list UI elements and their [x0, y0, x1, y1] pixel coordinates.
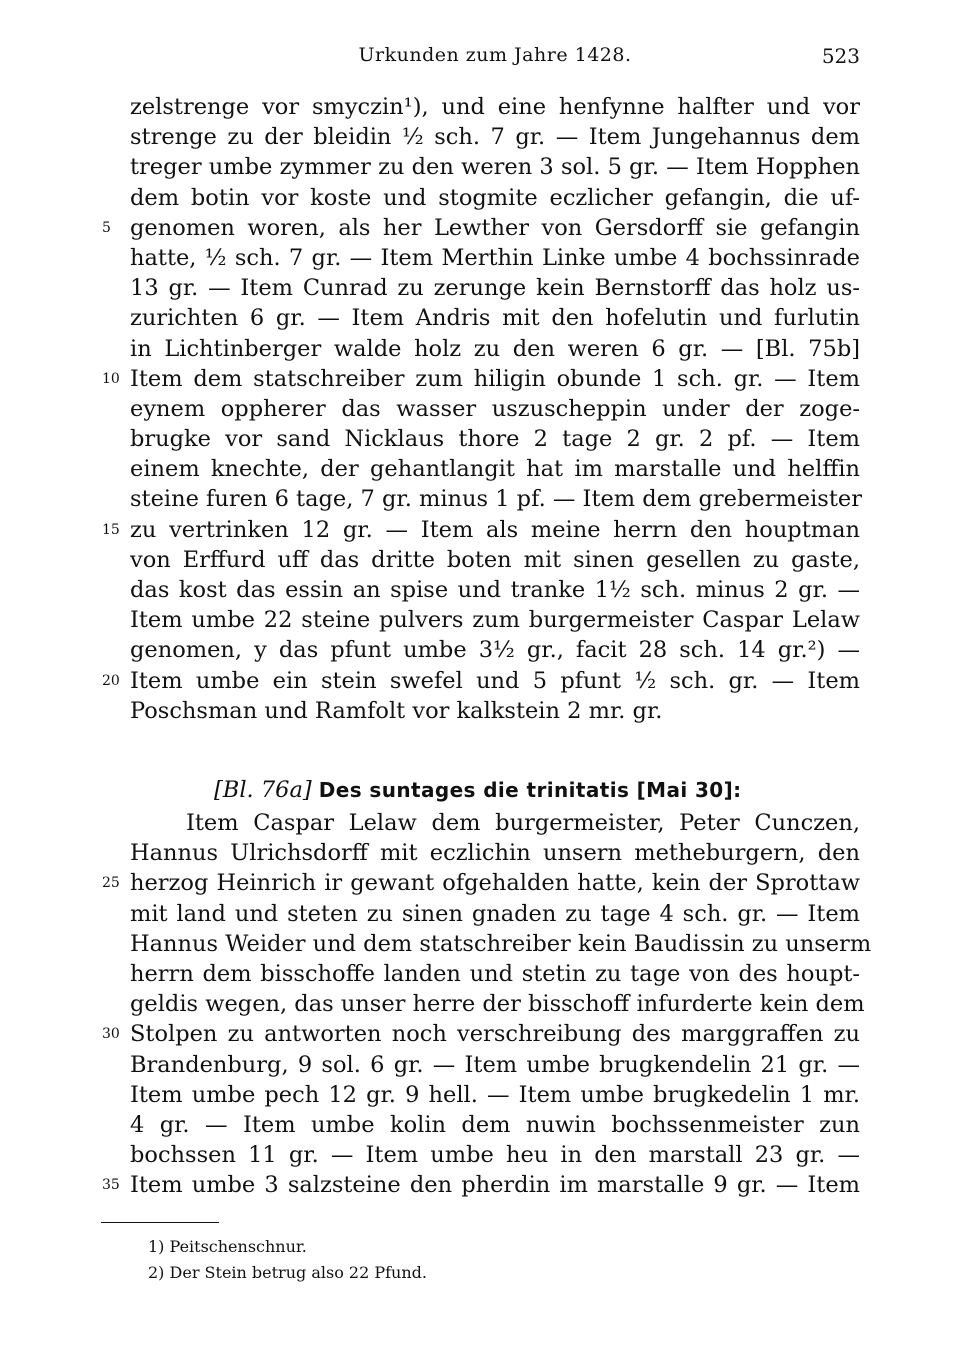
text-line: [102, 1170, 860, 1200]
text-line: [130, 394, 860, 424]
text-line: [130, 424, 860, 454]
line-text: Item umbe 22 steine pulvers zum burgermeister Caspar Lelaw: [130, 607, 860, 634]
line-text: Hannus Weider und dem statschreiber kein Baudissin zu unserm: [130, 930, 872, 957]
line-text: strenge zu der bleidin ½ sch. 7 gr. — Item Jungehannus dem: [130, 124, 860, 151]
text-line: [130, 1140, 860, 1170]
line-number: 25: [102, 875, 120, 892]
footnotes: [148, 1234, 748, 1286]
text-line: [130, 696, 860, 726]
footnote: [148, 1260, 748, 1286]
text-line: [130, 1050, 860, 1080]
line-number: 10: [102, 370, 120, 387]
text-line: [130, 1110, 860, 1140]
text-line: [130, 183, 860, 213]
line-text: Item Caspar Lelaw dem burgermeister, Peter Cunczen,: [186, 810, 860, 836]
line-number: 5: [102, 219, 111, 236]
text-line: [102, 666, 860, 696]
line-text: genomen woren, als her Lewther von Gersdorff sie gefangin: [130, 214, 860, 241]
section-title: Des suntages die trinitatis [Mai 30]:: [318, 778, 742, 802]
footnote: [148, 1234, 748, 1260]
section-heading: [214, 775, 914, 805]
text-line: [130, 959, 860, 989]
line-number: 20: [102, 672, 120, 689]
text-line: [130, 635, 860, 665]
text-line: [130, 454, 860, 484]
line-text: herrn dem bisschoffe landen und stetin zu tage von des houpt-: [130, 960, 860, 987]
page-header: [130, 44, 860, 74]
text-line: [130, 152, 860, 182]
line-text: zu vertrinken 12 gr. — Item als meine herrn den houptman: [130, 516, 860, 543]
footnote-text: Der Stein betrug also 22 Pfund.: [169, 1263, 427, 1282]
text-line: [130, 808, 860, 838]
text-line: [102, 213, 860, 243]
line-text: bochssen 11 gr. — Item umbe heu in den marstall 23 gr. —: [130, 1142, 860, 1169]
footnote-text: Peitschenschnur.: [169, 1237, 307, 1256]
text-line: [130, 838, 860, 868]
line-text: hatte, ½ sch. 7 gr. — Item Merthin Linke umbe 4 bochssinrade: [130, 244, 860, 271]
text-block-2: [102, 808, 872, 1200]
text-line: [130, 92, 860, 122]
running-title: Urkunden zum Jahre 1428.: [358, 44, 632, 66]
footnote-mark: 2): [148, 1263, 165, 1282]
line-text: steine furen 6 tage, 7 gr. minus 1 pf. — Item dem grebermeister: [130, 486, 862, 513]
line-number: 30: [102, 1026, 120, 1043]
line-text: einem knechte, der gehantlangit hat im marstalle und helffin: [130, 456, 860, 483]
line-text: Item umbe ein stein swefel und 5 pfunt ½ sch. gr. — Item: [130, 667, 860, 694]
text-line: [130, 899, 860, 929]
line-text: brugke vor sand Nicklaus thore 2 tage 2 gr. 2 pf. — Item: [130, 426, 860, 453]
line-text: in Lichtinberger walde holz zu den weren 6 gr. — [Bl. 75b]: [130, 335, 860, 362]
text-line: [102, 515, 860, 545]
line-text: von Erffurd uff das dritte boten mit sinen gesellen zu gaste,: [130, 546, 860, 573]
line-text: Stolpen zu antworten noch verschreibung des marggraffen zu: [130, 1021, 860, 1048]
line-text: Item umbe 3 salzsteine den pherdin im marstalle 9 gr. — Item: [130, 1172, 860, 1199]
text-line: [130, 929, 872, 959]
text-line: [130, 273, 860, 303]
line-text: dem botin vor koste und stogmite eczlicher gefangin, die uf-: [130, 184, 860, 211]
line-text: herzog Heinrich ir gewant ofgehalden hatte, kein der Sprottaw: [130, 870, 860, 897]
text-line: [130, 484, 860, 514]
text-line: [130, 575, 860, 605]
line-text: Brandenburg, 9 sol. 6 gr. — Item umbe brugkendelin 21 gr. —: [130, 1051, 860, 1078]
footnote-divider: [101, 1222, 219, 1223]
line-text: 4 gr. — Item umbe kolin dem nuwin bochssenmeister zun: [130, 1111, 860, 1138]
line-number: 15: [102, 521, 120, 538]
line-text: zelstrenge vor smyczin¹), und eine henfynne halfter und vor: [130, 94, 860, 120]
text-line: [130, 605, 860, 635]
line-text: Item dem statschreiber zum hiligin obunde 1 sch. gr. — Item: [130, 365, 860, 392]
line-text: Item umbe pech 12 gr. 9 hell. — Item umbe brugkedelin 1 mr.: [130, 1081, 860, 1108]
text-line: [130, 122, 860, 152]
text-line: [130, 1080, 860, 1110]
text-line: [130, 334, 860, 364]
line-text: das kost das essin an spise und tranke 1½ sch. minus 2 gr. —: [130, 577, 860, 603]
line-text: Hannus Ulrichsdorff mit eczlichin unsern metheburgern, den: [130, 840, 860, 867]
page-number: 523: [821, 44, 860, 68]
text-line: [130, 243, 860, 273]
line-text: geldis wegen, das unser herre der bisschoff infurderte kein dem: [130, 991, 865, 1018]
line-text: Poschsman und Ramfolt vor kalkstein 2 mr. gr.: [130, 697, 663, 724]
text-line: [102, 364, 860, 394]
text-line: [130, 303, 860, 333]
text-line: [102, 868, 860, 898]
footnote-mark: 1): [148, 1237, 165, 1256]
line-text: genomen, y das pfunt umbe 3½ gr., facit 28 sch. 14 gr.²) —: [130, 637, 860, 664]
text-block-1: [102, 92, 862, 726]
text-line: [102, 1019, 860, 1049]
line-text: treger umbe zymmer zu den weren 3 sol. 5 gr. — Item Hopphen: [130, 154, 860, 181]
text-line: [130, 989, 865, 1019]
line-text: mit land und steten zu sinen gnaden zu tage 4 sch. gr. — Item: [130, 900, 860, 927]
line-text: 13 gr. — Item Cunrad zu zerunge kein Bernstorff das holz us-: [130, 275, 860, 302]
line-text: eynem oppherer das wasser uszuscheppin under der zoge-: [130, 395, 860, 422]
text-line: [130, 545, 860, 575]
folio-reference: [Bl. 76a]: [214, 777, 312, 803]
line-number: 35: [102, 1177, 120, 1194]
line-text: zurichten 6 gr. — Item Andris mit den hofelutin und furlutin: [130, 305, 860, 332]
